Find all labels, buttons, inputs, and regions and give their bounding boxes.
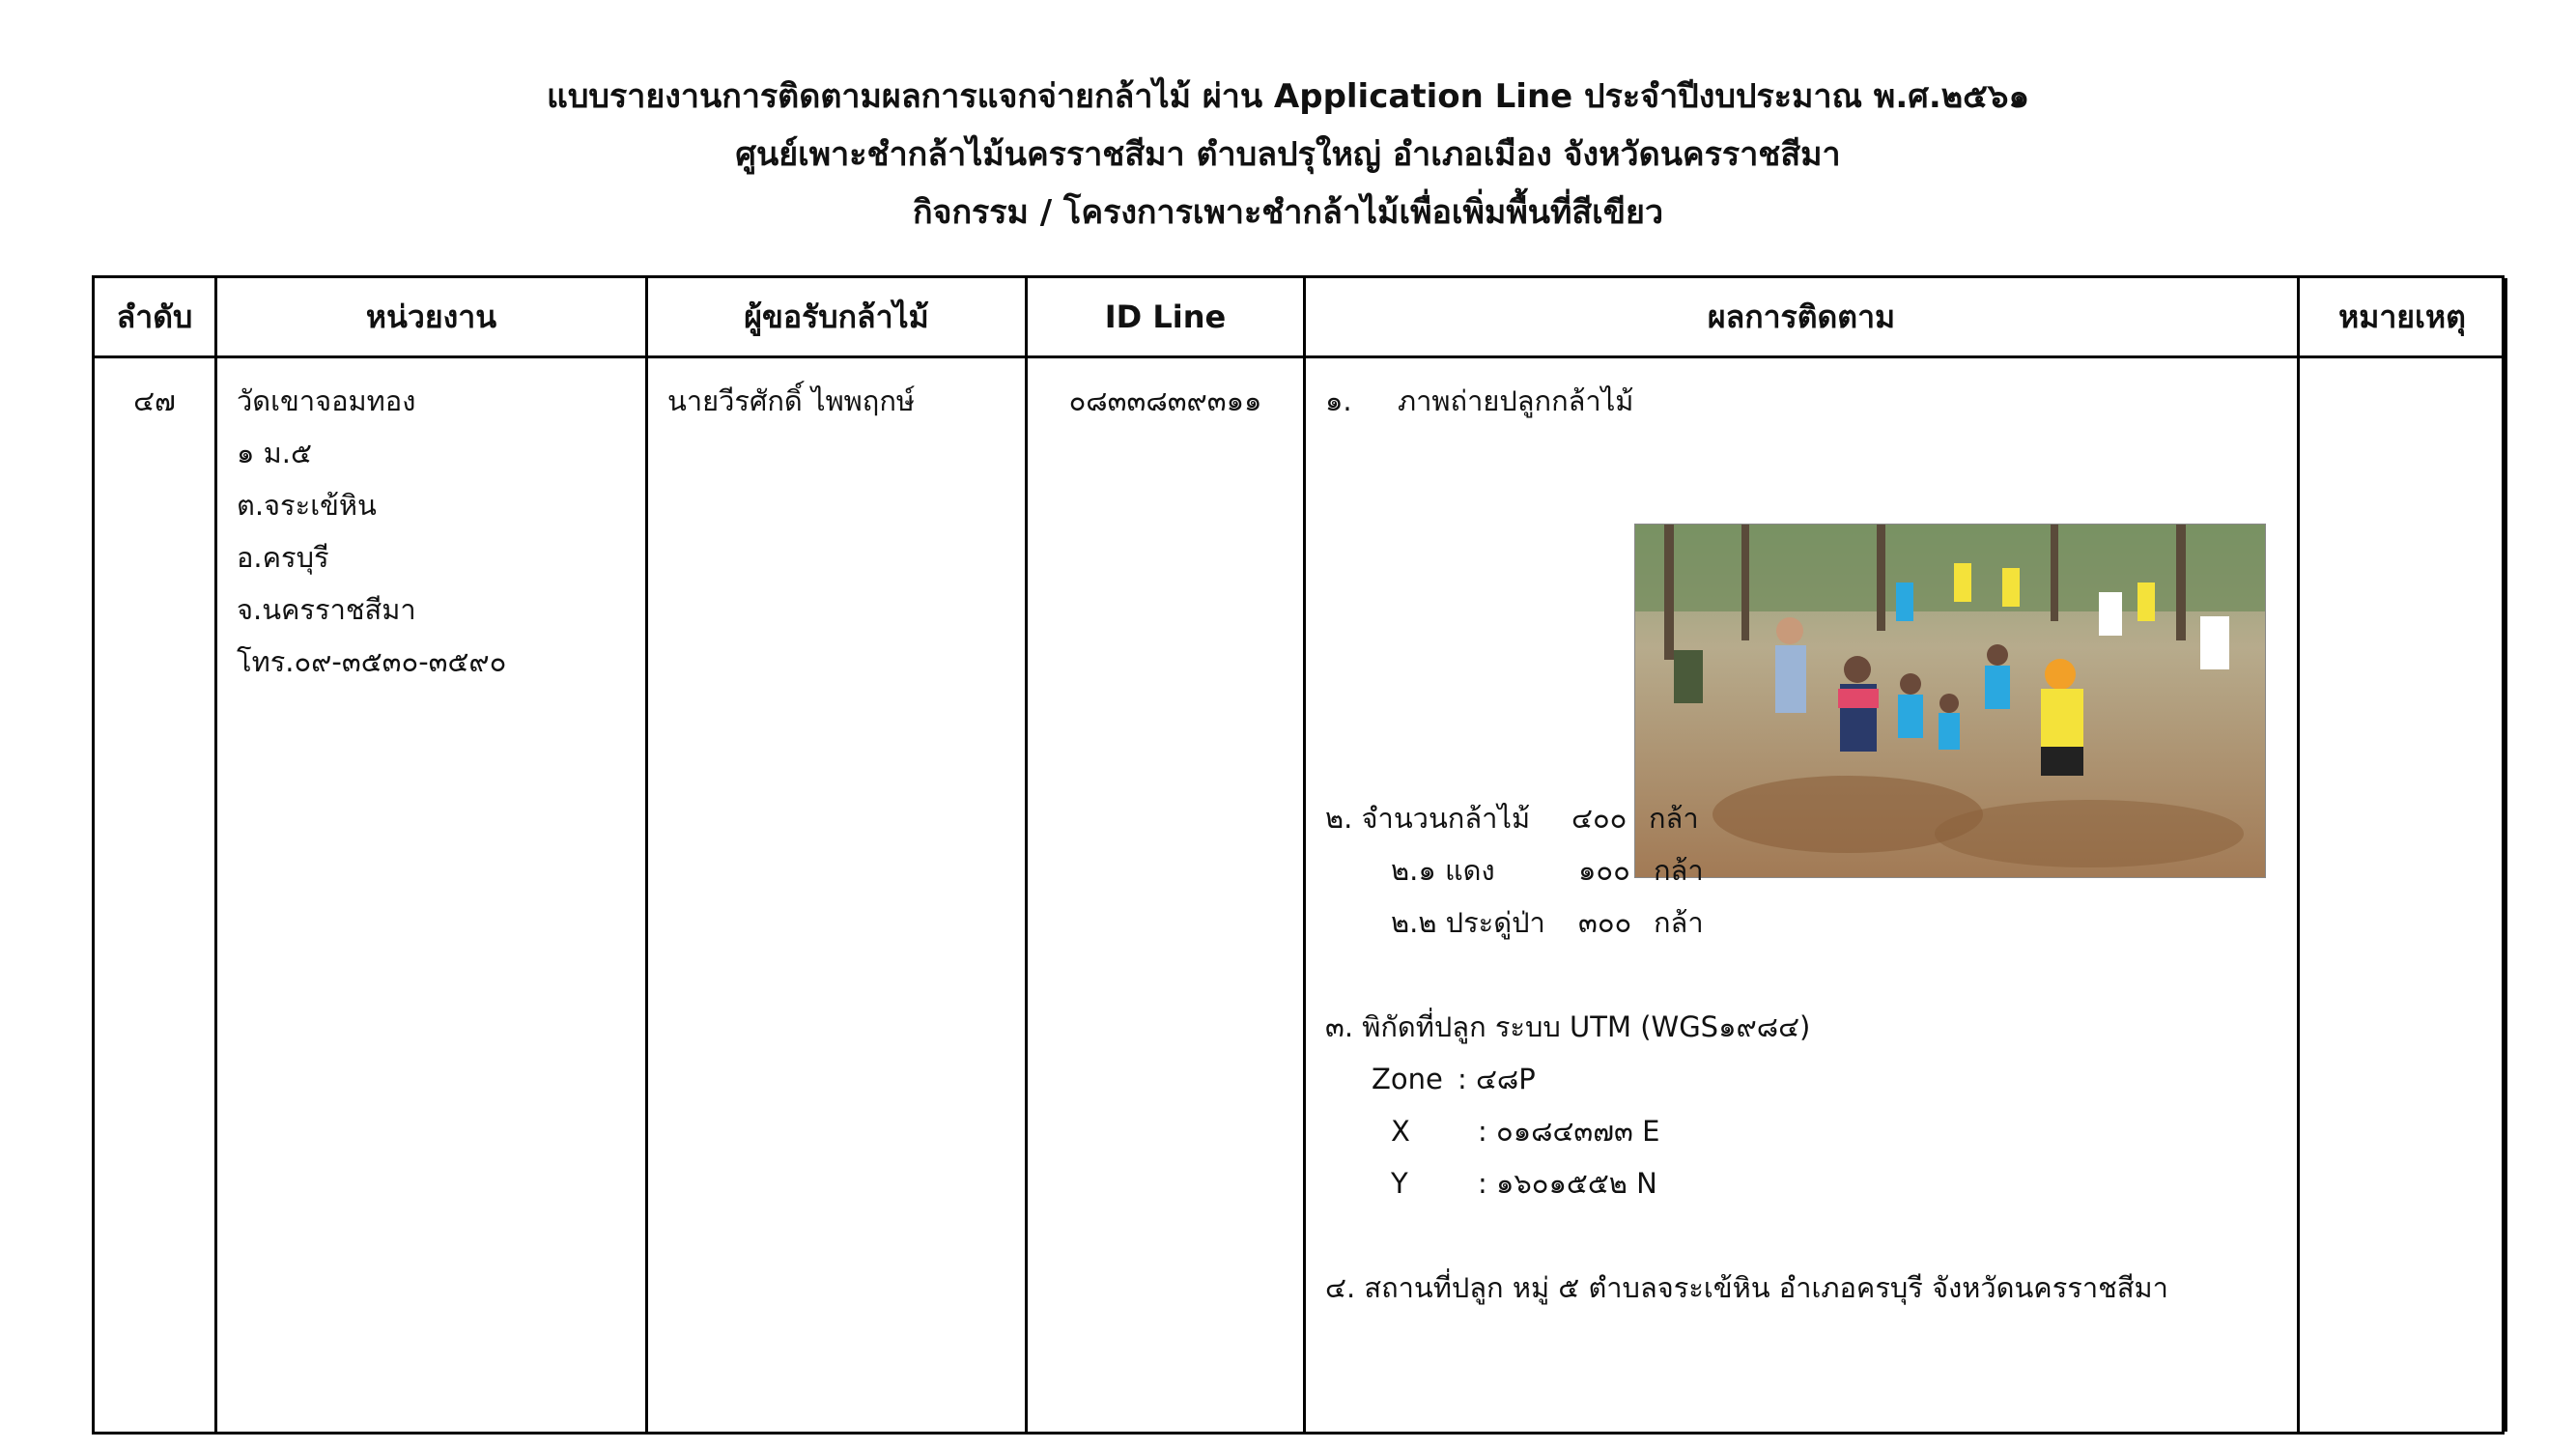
zone-value: : ๔๘P [1458, 1063, 1536, 1095]
item2-2-quantity: ๓๐๐ [1578, 906, 1632, 939]
recipient-name: นายวีรศักดิ์ ไพพฤกษ์ [667, 384, 916, 417]
report-subtitle-center: ศูนย์เพาะชำกล้าไม้นครราชสีมา ตำบลปรุใหญ่ อำเภอเมือง จังหวัดนครราชสีมา [735, 135, 1841, 174]
item2-unit: กล้า [1649, 802, 1699, 835]
x-value: : ๐๑๘๔๓๗๓ E [1478, 1115, 1660, 1148]
column-no [95, 278, 217, 1432]
header-recipient: ผู้ขอรับกล้าไม้ [744, 298, 929, 335]
agency-line: ๑ ม.๕ [237, 437, 312, 469]
header-id-line: ID Line [1104, 298, 1227, 335]
report-header [0, 68, 2576, 242]
header-divider [95, 355, 2502, 358]
agency-details [237, 375, 506, 688]
y-label: Y [1391, 1167, 1408, 1200]
agency-line: อ.ครบุรี [237, 541, 329, 574]
item2-1-label: ๒.๑ แดง [1391, 854, 1495, 887]
agency-line: ต.จระเข้หิน [237, 489, 377, 522]
x-label: X [1391, 1115, 1410, 1148]
header-agency: หน่วยงาน [365, 298, 497, 335]
column-remark [2300, 278, 2507, 1432]
item4-location: ๔. สถานที่ปลูก หมู่ ๕ ตำบลจระเข้หิน อำเภอครบุรี จังหวัดนครราชสีมา [1325, 1271, 2168, 1304]
item1-label: ภาพถ่ายปลูกกล้าไม้ [1398, 384, 1634, 417]
report-subtitle-activity: กิจกรรม / โครงการเพาะชำกล้าไม้เพื่อเพิ่มพื้นที่สีเขียว [912, 193, 1664, 232]
column-agency [217, 278, 648, 1432]
header-remark: หมายเหตุ [2338, 298, 2466, 335]
item3-label: ๓. พิกัดที่ปลูก ระบบ UTM (WGS๑๙๘๔) [1325, 1010, 1811, 1043]
item2-1-quantity: ๑๐๐ [1578, 854, 1630, 887]
item2-quantity: ๔๐๐ [1571, 802, 1628, 835]
row-no: ๔๗ [133, 384, 176, 417]
column-result [1306, 278, 2300, 1432]
report-table [92, 275, 2505, 1435]
item1-number: ๑. [1325, 384, 1352, 417]
item2-2-label: ๒.๒ ประดู่ป่า [1391, 906, 1545, 939]
item2-2-unit: กล้า [1654, 906, 1704, 939]
id-line-value: ๐๘๓๓๘๓๙๓๑๑ [1068, 384, 1262, 417]
item2-label: ๒. จำนวนกล้าไม้ [1325, 802, 1531, 835]
y-value: : ๑๖๐๑๕๕๒ N [1478, 1167, 1657, 1200]
header-result: ผลการติดตาม [1707, 298, 1896, 335]
agency-phone: โทร.๐๙-๓๕๓๐-๓๕๙๐ [237, 645, 507, 678]
agency-line: วัดเขาจอมทอง [237, 384, 416, 417]
column-id-line [1028, 278, 1306, 1432]
report-title: แบบรายงานการติดตามผลการแจกจ่ายกล้าไม้ ผ่าน Application Line ประจำปีงบประมาณ พ.ศ.๒๕๖๑ [546, 77, 2030, 116]
zone-label: Zone [1372, 1063, 1443, 1095]
planting-photo [1634, 524, 2266, 878]
header-no: ลำดับ [116, 298, 193, 335]
agency-line: จ.นครราชสีมา [237, 593, 416, 626]
item2-1-unit: กล้า [1654, 854, 1704, 887]
column-recipient [648, 278, 1028, 1432]
